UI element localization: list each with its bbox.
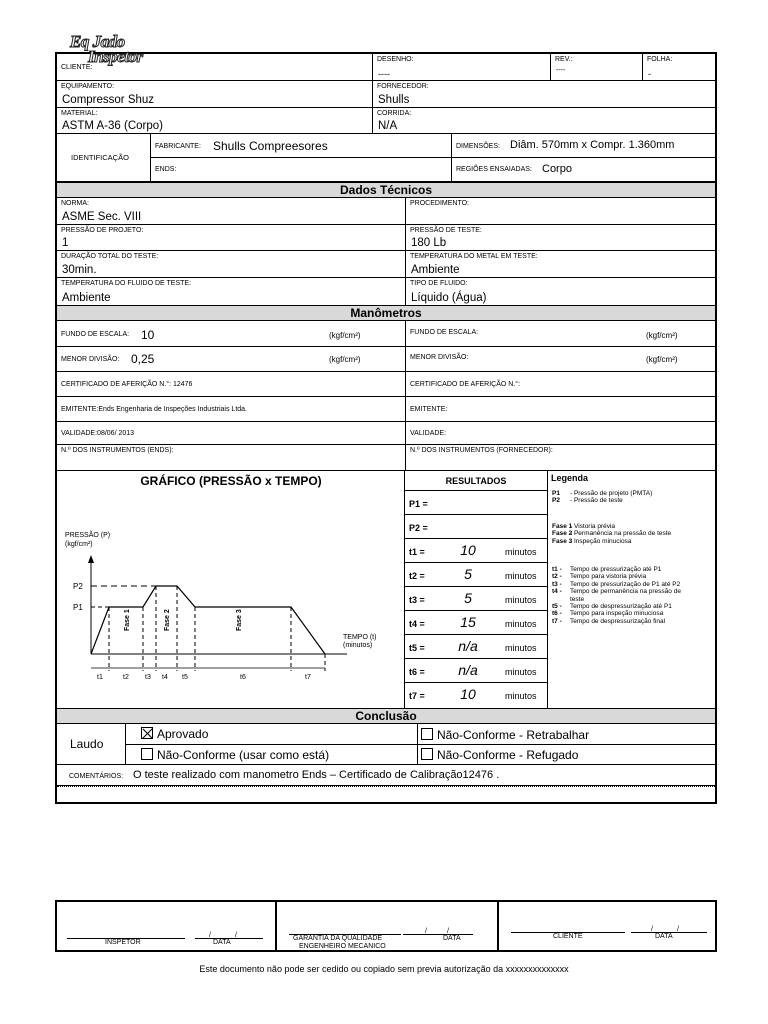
comentarios-value: O teste realizado com manometro Ends – Certificado de Calibração12476 . — [133, 769, 500, 781]
garantia-label: GARANTIA DA QUALIDADE — [293, 935, 383, 942]
desenho-value: ---- — [378, 69, 390, 79]
man-row-menor — [57, 347, 715, 372]
cliente-label: CLIENTE: — [61, 64, 93, 71]
legend-key: Fase 2 — [552, 530, 573, 538]
emitente-right: EMITENTE: — [410, 406, 448, 413]
menor-right-label: MENOR DIVISÃO: — [410, 354, 469, 361]
logo-line-2: Inspetor — [88, 47, 143, 66]
signature-cliente — [501, 902, 715, 950]
equipamento-value: Compressor Shuz — [62, 94, 155, 106]
legend-item — [552, 596, 584, 603]
legend-item — [552, 603, 672, 610]
option-aprovado[interactable] — [141, 727, 208, 741]
dimensoes-value: Diâm. 570mm x Compr. 1.360mm — [510, 139, 675, 151]
footer-disclaimer: Este documento não pode ser cedido ou copiado sem previa autorização da xxxxxxxxxxxxxx — [199, 964, 569, 974]
nc-retrabalhar-checkbox[interactable] — [421, 728, 433, 740]
legend-text: - Inspeção minuciosa — [570, 537, 632, 545]
fabricante-ends-cell — [151, 134, 452, 181]
p1-level-label: P1 — [73, 603, 83, 612]
laudo-label: Laudo — [70, 737, 104, 751]
menor-left-label: MENOR DIVISÃO: — [61, 356, 120, 363]
cert-right: CERTIFICADO DE AFERIÇÃO N.°: — [410, 381, 521, 388]
folha-value: - — [648, 69, 651, 79]
nc-usar-checkbox[interactable] — [141, 748, 153, 760]
legend-text: Tempo de pressurização até P1 — [570, 566, 662, 573]
conclusao-left-options — [126, 724, 418, 764]
aprovado-checkbox[interactable] — [141, 727, 153, 739]
resultado-value: 10 — [460, 686, 476, 702]
legend-key: Fase 1 — [552, 523, 573, 530]
folha-label: FOLHA: — [647, 56, 673, 63]
interval-label-t4: t4 — [162, 674, 168, 681]
resultado-label: t5 = — [409, 643, 425, 653]
man-row-emitente — [57, 397, 715, 422]
procedimento-label: PROCEDIMENTO: — [410, 200, 469, 207]
legend-text: - Permanência na pressão de teste — [570, 530, 672, 538]
interval-label-t2: t2 — [123, 674, 129, 681]
legend-text: Tempo de despressurização até P1 — [570, 603, 672, 610]
conclusao-block — [57, 724, 715, 765]
legend-item — [552, 573, 646, 580]
inspetor-date-slash-2: / — [235, 932, 237, 939]
resultado-unit: minutos — [505, 619, 537, 629]
resultado-unit: minutos — [505, 643, 537, 653]
interval-label-t7: t7 — [305, 674, 311, 681]
fundo-right-unit: (kgf/cm²) — [646, 331, 678, 340]
inspection-form — [55, 52, 717, 804]
header-row-3 — [57, 108, 715, 134]
norma-value: ASME Sec. VIII — [62, 211, 142, 223]
legend-text: - Vistoria prévia — [570, 523, 616, 530]
resultado-value: 5 — [464, 566, 472, 582]
resultado-row — [405, 611, 547, 635]
material-cell — [57, 108, 373, 133]
dt-row-1 — [57, 198, 715, 225]
phase-1-label: Fase 1 — [124, 609, 131, 631]
legend-item — [552, 566, 661, 573]
cliente-sign-label: CLIENTE — [553, 933, 583, 940]
interval-label-t6: t6 — [240, 674, 246, 681]
resultado-label: t6 = — [409, 667, 425, 677]
pressao-projeto-value: 1 — [62, 237, 69, 249]
x-label-line2: (minutos) — [343, 642, 373, 649]
dados-tecnicos-header: Dados Técnicos — [57, 182, 715, 198]
chart-title: GRÁFICO (PRESSÃO x TEMPO) — [140, 474, 322, 488]
cliente-data-label: DATA — [655, 933, 673, 940]
legend-text: Tempo de permanência na pressão de — [570, 588, 681, 596]
interval-label-t3: t3 — [145, 674, 151, 681]
nc-refugado-label: Não-Conforme - Refugado — [437, 748, 579, 762]
menor-left-unit: (kgf/cm²) — [329, 355, 361, 364]
fornecedor-cell — [373, 81, 715, 107]
legend-key: P1 — [552, 490, 560, 497]
pressao-teste-label: PRESSÃO DE TESTE: — [410, 227, 482, 234]
signature-inspetor — [57, 902, 277, 950]
corrida-cell — [373, 108, 715, 133]
inspetor-label: INSPETOR — [105, 939, 141, 946]
rev-cell — [551, 54, 643, 80]
temp-fluido-label: TEMPERATURA DO FLUIDO DE TESTE: — [61, 280, 192, 287]
legend-item — [552, 523, 615, 530]
desenho-label: DESENHO: — [377, 56, 414, 63]
resultado-label: t7 = — [409, 691, 425, 701]
rev-label: REV.: — [555, 56, 573, 63]
phase-3-label: Fase 3 — [236, 609, 243, 631]
legend-item — [552, 530, 671, 537]
legend-text: Tempo de pressurização de P1 até P2 — [570, 580, 681, 588]
legend-item — [552, 610, 663, 617]
resultado-row — [405, 587, 547, 611]
y-axis-arrow — [88, 555, 94, 563]
fundo-left-unit: (kgf/cm²) — [329, 331, 361, 340]
resultado-value: 15 — [460, 614, 476, 630]
legend-text: Tempo de despressurização final — [570, 617, 666, 625]
grafico-block — [57, 471, 715, 708]
cliente-date-slash-1: / — [651, 926, 653, 933]
grafico-cell — [57, 471, 405, 708]
garantia-date-slash-2: / — [447, 928, 449, 935]
engenheiro-label: ENGENHEIRO MECANICO — [299, 943, 386, 950]
legend-text: - Pressão de teste — [570, 497, 623, 505]
dt-row-4 — [57, 278, 715, 305]
resultado-row — [405, 683, 547, 707]
resultado-row — [405, 515, 547, 539]
manometros-header: Manômetros — [57, 305, 715, 321]
resultado-row — [405, 659, 547, 683]
resultados-cell — [405, 471, 548, 708]
ends-label: ENDS: — [155, 166, 177, 173]
comentarios-label: COMENTÁRIOS: — [69, 773, 124, 780]
resultado-value: 5 — [464, 590, 472, 606]
dimensoes-regioes-cell — [452, 134, 715, 181]
material-label: MATERIAL: — [61, 110, 98, 117]
fabricante-label: FABRICANTE: — [155, 143, 201, 150]
pressure-time-chart — [57, 471, 405, 708]
nc-refugado-checkbox[interactable] — [421, 748, 433, 760]
legend-text: teste — [570, 595, 585, 603]
logo-line-1: Eq Jado — [70, 32, 125, 51]
dimensoes-label: DIMENSÕES: — [456, 143, 500, 150]
legend-item — [552, 588, 681, 595]
legend-key: Fase 3 — [552, 537, 573, 545]
dt-row-2 — [57, 225, 715, 251]
temp-metal-label: TEMPERATURA DO METAL EM TESTE: — [410, 253, 538, 260]
option-nc-refugado[interactable] — [421, 748, 578, 762]
company-logo — [66, 32, 181, 72]
comentarios-extra-row — [57, 786, 715, 804]
legend-key: t6 - — [552, 610, 562, 618]
y-label-line1: PRESSÃO (P) — [65, 532, 111, 539]
laudo-cell — [57, 724, 126, 764]
resultado-unit: minutos — [505, 595, 537, 605]
resultado-label: t1 = — [409, 547, 425, 557]
resultado-label: P2 = — [409, 523, 428, 533]
resultado-label: t3 = — [409, 595, 425, 605]
temp-fluido-value: Ambiente — [62, 292, 111, 304]
identificacao-block — [57, 134, 715, 182]
instr-left: N.º DOS INSTRUMENTOS (ENDS): — [61, 447, 174, 454]
menor-left-value: 0,25 — [131, 352, 155, 366]
man-row-instrumentos — [57, 445, 715, 471]
interval-label-t1: t1 — [97, 674, 103, 681]
legend-key: t1 - — [552, 566, 562, 573]
pressao-teste-value: 180 Lb — [411, 237, 447, 249]
signatures-box — [55, 900, 717, 952]
emitente-left: EMITENTE:Ends Engenharia de Inspeções Industriais Ltda. — [61, 406, 247, 413]
validade-left: VALIDADE:08/06/ 2013 — [61, 430, 135, 437]
legend-key: P2 — [552, 497, 560, 505]
option-nc-usar[interactable] — [141, 748, 329, 762]
legend-item — [552, 497, 623, 504]
resultado-label: t4 = — [409, 619, 425, 629]
x-label-line1: TEMPO (t) — [343, 634, 377, 641]
cert-left: CERTIFICADO DE AFERIÇÃO N.°: 12476 — [61, 381, 193, 388]
inspetor-date-slash-1: / — [209, 932, 211, 939]
dt-row-3 — [57, 251, 715, 278]
desenho-cell — [373, 54, 551, 80]
phase-2-label: Fase 2 — [164, 609, 171, 631]
legend-text: - Pressão de projeto (PMTA) — [570, 490, 653, 497]
norma-label: NORMA: — [61, 200, 89, 207]
legend-key: t2 - — [552, 573, 562, 581]
interval-label-t5: t5 — [182, 674, 188, 681]
fornecedor-value: Shulls — [378, 94, 410, 106]
instr-right: N.º DOS INSTRUMENTOS (FORNECEDOR): — [410, 447, 553, 454]
inspetor-data-label: DATA — [213, 939, 231, 946]
resultado-value: n/a — [458, 638, 478, 654]
legend-item — [552, 581, 680, 588]
legend-item — [552, 490, 652, 497]
identificacao-label: IDENTIFICAÇÃO — [71, 153, 129, 162]
resultado-row — [405, 563, 547, 587]
man-row-fundo — [57, 321, 715, 347]
resultado-value: 10 — [460, 542, 476, 558]
conclusao-header: Conclusão — [57, 708, 715, 724]
resultado-label: P1 = — [409, 499, 428, 509]
aprovado-label: Aprovado — [157, 727, 209, 741]
tipo-fluido-label: TIPO DE FLUIDO: — [410, 280, 468, 287]
fundo-left-label: FUNDO DE ESCALA: — [61, 331, 130, 338]
tipo-fluido-value: Líquido (Água) — [411, 292, 487, 304]
corrida-value: N/A — [378, 120, 398, 132]
legenda-title: Legenda — [551, 473, 589, 483]
regioes-value: Corpo — [542, 163, 572, 175]
legend-item — [552, 618, 665, 625]
garantia-data-label: DATA — [443, 935, 461, 942]
resultado-unit: minutos — [505, 667, 537, 677]
legend-text: Tempo para vistoria prévia — [570, 573, 647, 581]
signature-garantia — [279, 902, 499, 950]
legenda-cell — [548, 471, 715, 708]
pressao-projeto-label: PRESSÃO DE PROJETO: — [61, 227, 144, 234]
comentarios-row — [57, 765, 715, 786]
material-value: ASTM A-36 (Corpo) — [62, 120, 163, 132]
option-nc-retrabalhar[interactable] — [421, 728, 589, 742]
resultado-unit: minutos — [505, 691, 537, 701]
fundo-left-value: 10 — [141, 328, 155, 342]
resultado-label: t2 = — [409, 571, 425, 581]
folha-cell — [643, 54, 715, 80]
identificacao-cell — [57, 134, 151, 181]
resultado-unit: minutos — [505, 571, 537, 581]
fundo-right-label: FUNDO DE ESCALA: — [410, 329, 479, 336]
fabricante-value: Shulls Compreesores — [213, 139, 328, 153]
garantia-date-slash-1: / — [425, 928, 427, 935]
equipamento-cell — [57, 81, 373, 107]
header-row-2 — [57, 81, 715, 108]
corrida-label: CORRIDA: — [377, 110, 412, 117]
man-row-validade — [57, 422, 715, 445]
resultado-unit: minutos — [505, 547, 537, 557]
equipamento-label: EQUIPAMENTO: — [61, 83, 115, 90]
regioes-label: REGIÕES ENSAIADAS: — [456, 166, 532, 173]
resultado-row — [405, 635, 547, 659]
y-label-line2: (kgf/cm²) — [65, 541, 93, 548]
fornecedor-label: FORNECEDOR: — [377, 83, 429, 90]
cliente-date-slash-2: / — [677, 926, 679, 933]
duracao-value: 30min. — [62, 264, 97, 276]
validade-right: VALIDADE: — [410, 430, 447, 437]
p2-level-label: P2 — [73, 582, 83, 591]
duracao-label: DURAÇÃO TOTAL DO TESTE: — [61, 253, 159, 260]
nc-usar-label: Não-Conforme (usar como está) — [157, 748, 330, 762]
nc-retrabalhar-label: Não-Conforme - Retrabalhar — [437, 728, 590, 742]
legend-key: t5 - — [552, 603, 562, 610]
temp-metal-value: Ambiente — [411, 264, 460, 276]
menor-right-unit: (kgf/cm²) — [646, 355, 678, 364]
conclusao-right-options — [418, 724, 715, 764]
legend-key: t7 - — [552, 617, 562, 625]
legend-item — [552, 538, 631, 545]
legend-key: t3 - — [552, 580, 562, 588]
resultado-row — [405, 491, 547, 515]
resultados-title: RESULTADOS — [405, 471, 547, 491]
resultado-row — [405, 539, 547, 563]
man-row-cert — [57, 372, 715, 397]
resultado-value: n/a — [458, 662, 478, 678]
legend-key: t4 - — [552, 588, 562, 596]
legend-text: Tempo para inspeção minuciosa — [570, 610, 664, 618]
rev-value: ---- — [556, 67, 566, 74]
